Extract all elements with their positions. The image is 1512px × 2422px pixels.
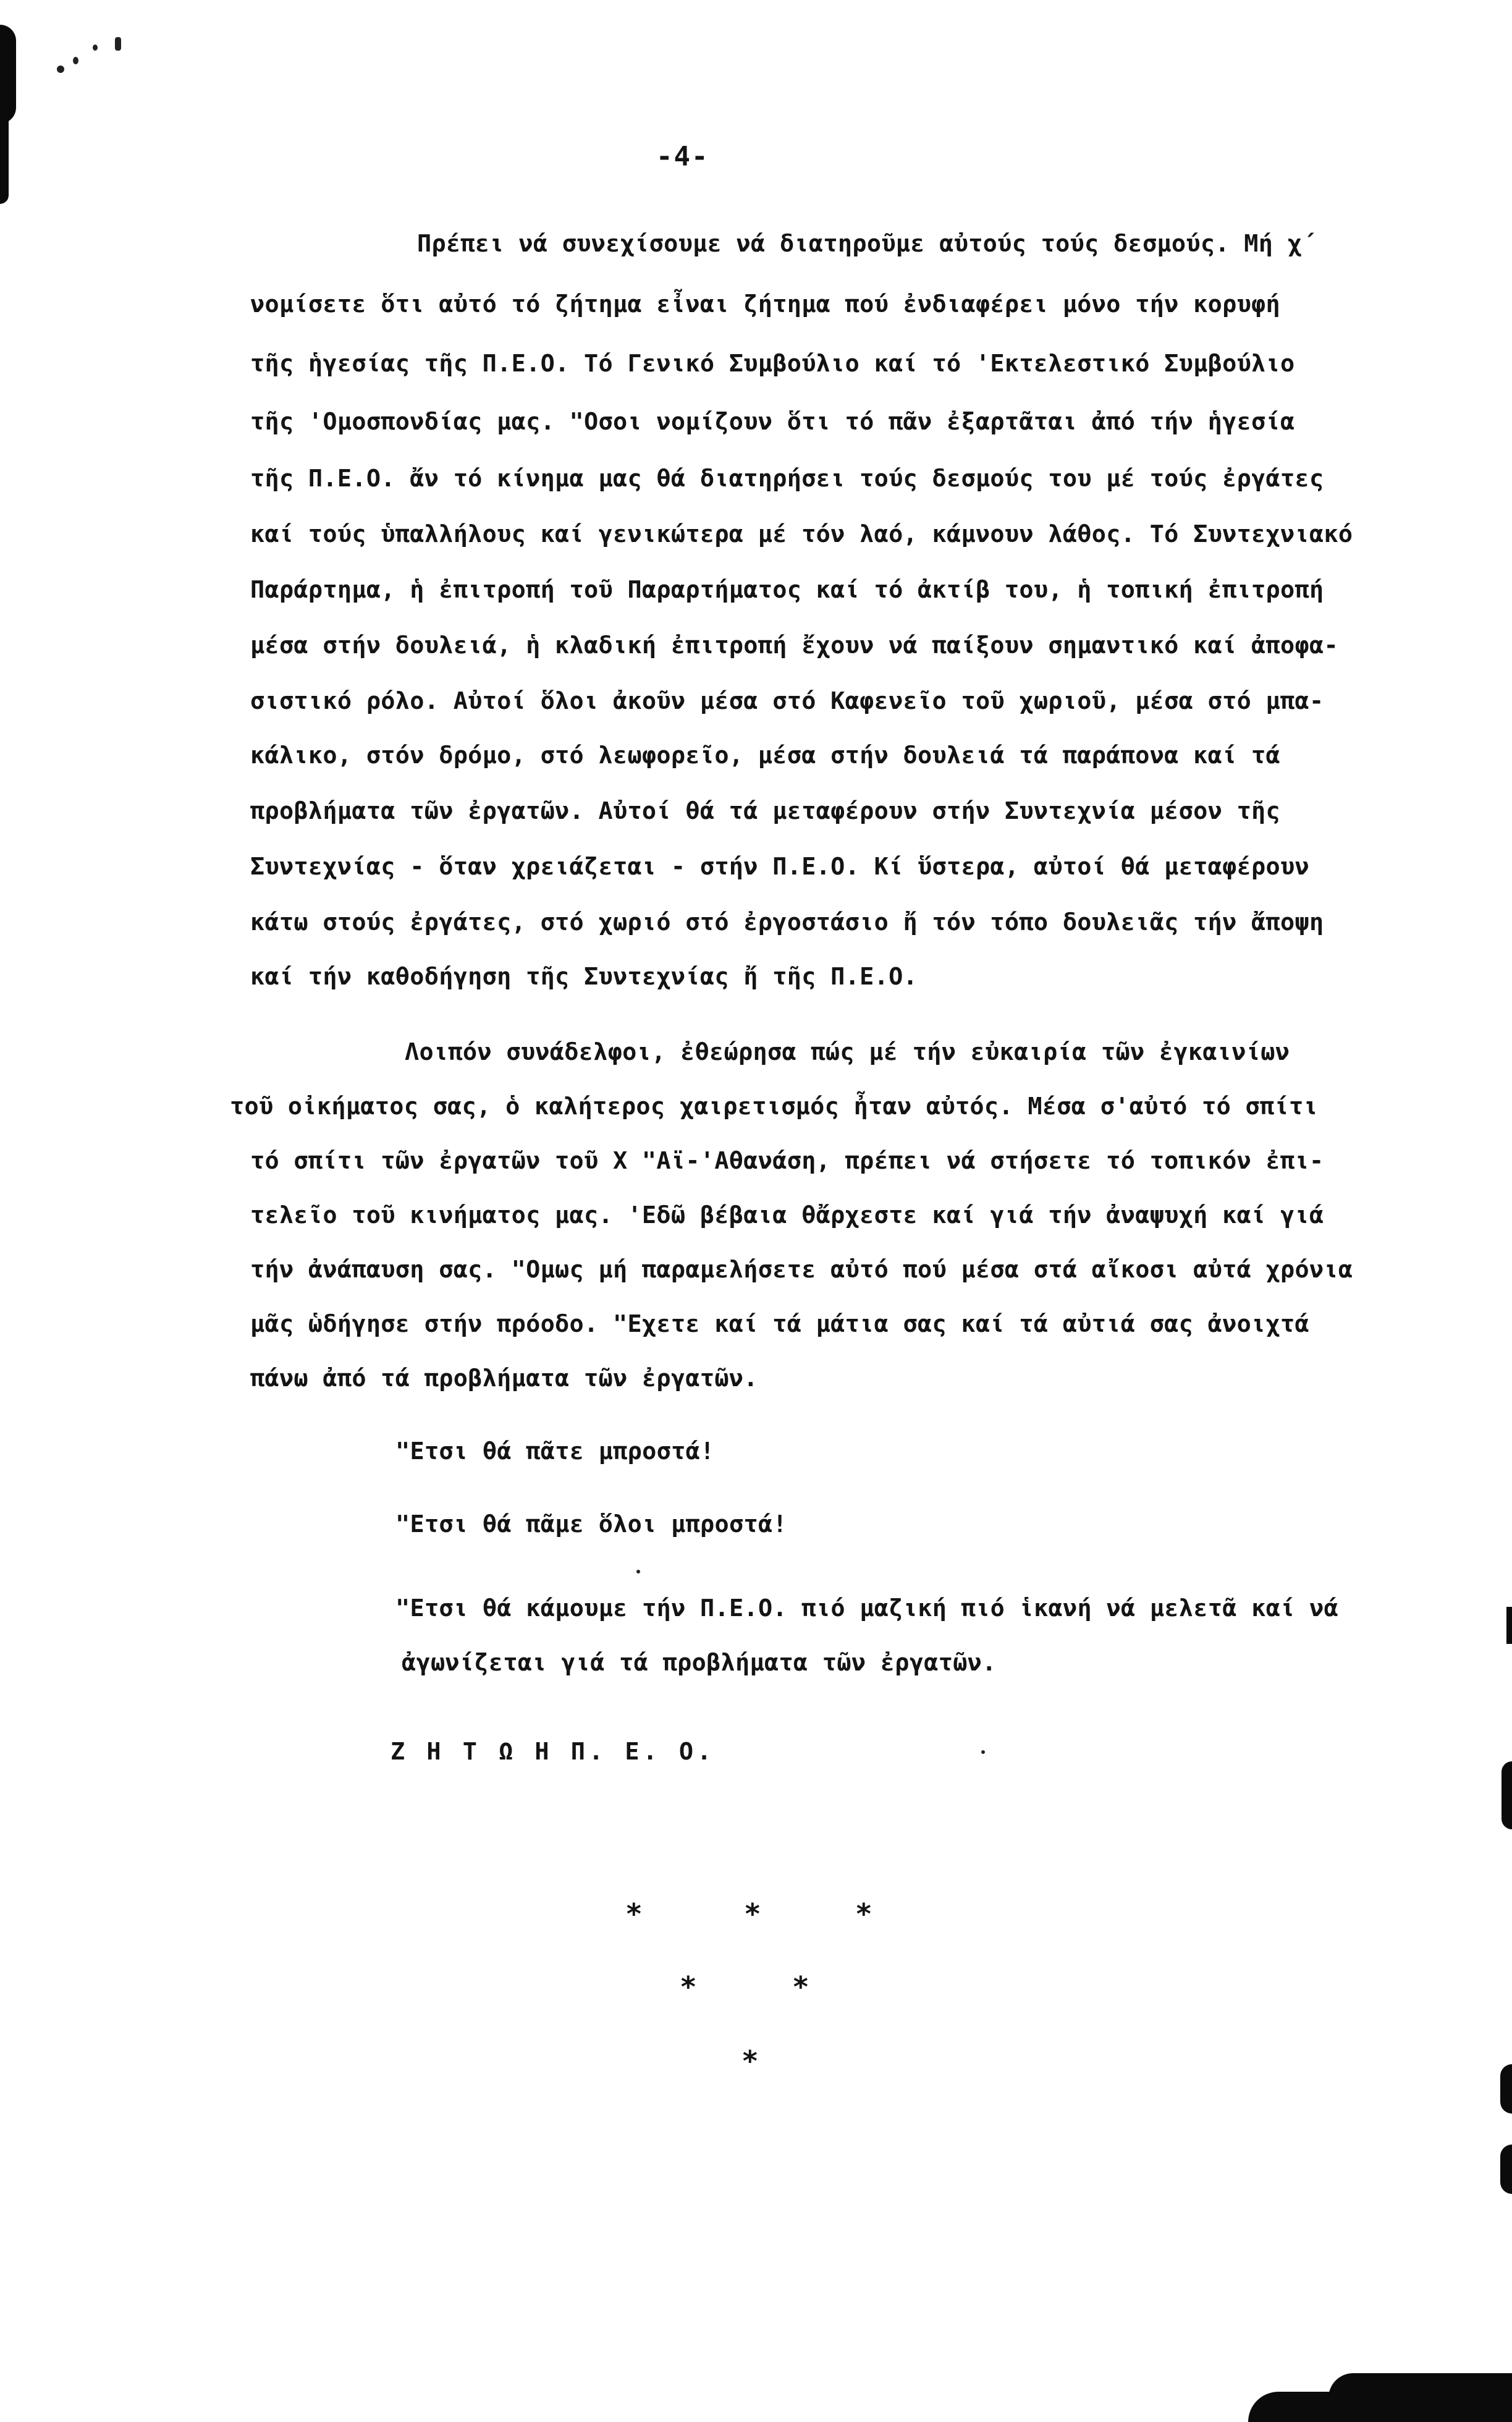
text-line: Συντεχνίας - ὅταν χρειάζεται - στήν Π.Ε.Ο. Κί ὕστερα, αὐτοί θά μεταφέρουν xyxy=(250,853,1309,881)
text-line: τελεῖο τοῦ κινήματος μας. 'Εδῶ βέβαια θἄρχεστε καί γιά τήν ἀναψυχή καί γιά xyxy=(250,1201,1324,1229)
slogan-line: "Ετσι θά κάμουμε τήν Π.Ε.Ο. πιό μαζική πιό ἱκανή νά μελετᾶ καί νά xyxy=(395,1594,1339,1622)
scan-artifact-right-edge xyxy=(1501,1761,1512,1829)
star-glyph: * xyxy=(744,1897,761,1931)
scan-artifact-right-edge xyxy=(1500,2145,1512,2194)
text-line: τῆς Π.Ε.Ο. ἄν τό κίνημα μας θά διατηρήσει τούς δεσμούς του μέ τούς ἐργάτες xyxy=(250,465,1324,493)
text-line: Πρέπει νά συνεχίσουμε νά διατηροῦμε αὐτούς τούς δεσμούς. Μή χ΄ xyxy=(417,230,1317,258)
text-line: πάνω ἀπό τά προβλήματα τῶν ἐργατῶν. xyxy=(250,1365,758,1392)
star-glyph: * xyxy=(855,1897,872,1931)
scan-artifact-right-edge xyxy=(1506,1607,1512,1644)
slogan-line: ἀγωνίζεται γιά τά προβλήματα τῶν ἐργατῶν. xyxy=(402,1649,997,1677)
text-line: σιστικό ρόλο. Αὐτοί ὅλοι ἀκοῦν μέσα στό Καφενεῖο τοῦ χωριοῦ, μέσα στό μπα- xyxy=(250,687,1324,715)
text-line: τοῦ οἰκήματος σας, ὁ καλήτερος χαιρετισμός ἦταν αὐτός. Μέσα σ'αὐτό τό σπίτι xyxy=(230,1093,1318,1120)
text-line: Λοιπόν συνάδελφοι, ἐθεώρησα πώς μέ τήν εὐκαιρία τῶν ἐγκαινίων xyxy=(405,1038,1290,1066)
scan-artifact-right-edge xyxy=(1500,2064,1512,2114)
text-line: κάλικο, στόν δρόμο, στό λεωφορεῖο, μέσα στήν δουλειά τά παράπονα καί τά xyxy=(250,742,1281,769)
scan-speck xyxy=(93,44,98,51)
scan-speck xyxy=(73,57,78,64)
slogan-line: "Ετσι θά πᾶτε μπροστά! xyxy=(395,1438,715,1465)
text-line: τῆς 'Ομοσπονδίας μας. "Οσοι νομίζουν ὅτι τό πᾶν ἐξαρτᾶται ἀπό τήν ἡγεσία xyxy=(250,408,1295,436)
text-line: προβλήματα τῶν ἐργατῶν. Αὐτοί θά τά μεταφέρουν στήν Συντεχνία μέσον τῆς xyxy=(250,797,1281,825)
text-line: τῆς ἡγεσίας τῆς Π.Ε.Ο. Τό Γενικό Συμβούλιο καί τό 'Εκτελεστικό Συμβούλιο xyxy=(250,350,1295,378)
text-line: μέσα στήν δουλειά, ἡ κλαδική ἐπιτροπή ἔχουν νά παίξουν σημαντικό καί ἀποφα- xyxy=(250,632,1338,659)
page-number: -4- xyxy=(656,141,709,172)
text-line: τήν ἀνάπαυση σας. "Ομως μή παραμελήσετε αὐτό πού μέσα στά αἴκοσι αὐτά χρόνια xyxy=(250,1256,1353,1284)
scan-artifact-top-left-curve xyxy=(0,93,9,204)
text-line: μᾶς ὡδήγησε στήν πρόοδο. "Εχετε καί τά μάτια σας καί τά αὐτιά σας ἀνοιχτά xyxy=(250,1310,1309,1338)
text-line: καί τήν καθοδήγηση τῆς Συντεχνίας ἤ τῆς Π.Ε.Ο. xyxy=(250,963,918,991)
text-line: τό σπίτι τῶν ἐργατῶν τοῦ Χ "Αϊ-'Αθανάση, πρέπει νά στήσετε τό τοπικόν ἐπι- xyxy=(250,1147,1324,1175)
scan-artifact-bottom-right xyxy=(1328,2373,1512,2398)
star-glyph: * xyxy=(680,1970,697,2004)
text-line: Παράρτημα, ἡ ἐπιτροπή τοῦ Παραρτήματος καί τό ἀκτίβ του, ἡ τοπική ἐπιτροπή xyxy=(250,576,1324,604)
text-line: νομίσετε ὅτι αὐτό τό ζήτημα εἶναι ζήτημα πού ἐνδιαφέρει μόνο τήν κορυφή xyxy=(250,290,1281,318)
text-line: καί τούς ὑπαλλήλους καί γενικώτερα μέ τόν λαό, κάμνουν λάθος. Τό Συντεχνιακό xyxy=(250,520,1353,548)
scan-speck xyxy=(981,1750,985,1754)
closing-slogan: Ζ Η Τ Ω Η Π. Ε. Ο. xyxy=(391,1738,716,1766)
star-glyph: * xyxy=(625,1897,643,1931)
scan-speck xyxy=(57,66,64,73)
star-glyph: * xyxy=(741,2044,759,2078)
scan-speck xyxy=(636,1570,640,1573)
star-glyph: * xyxy=(792,1970,809,2004)
text-line: κάτω στούς ἐργάτες, στό χωριό στό ἐργοστάσιο ἤ τόν τόπο δουλειᾶς τήν ἄποψη xyxy=(250,908,1324,936)
scan-speck xyxy=(115,37,121,51)
slogan-line: "Ετσι θά πᾶμε ὅλοι μπροστά! xyxy=(395,1510,787,1538)
